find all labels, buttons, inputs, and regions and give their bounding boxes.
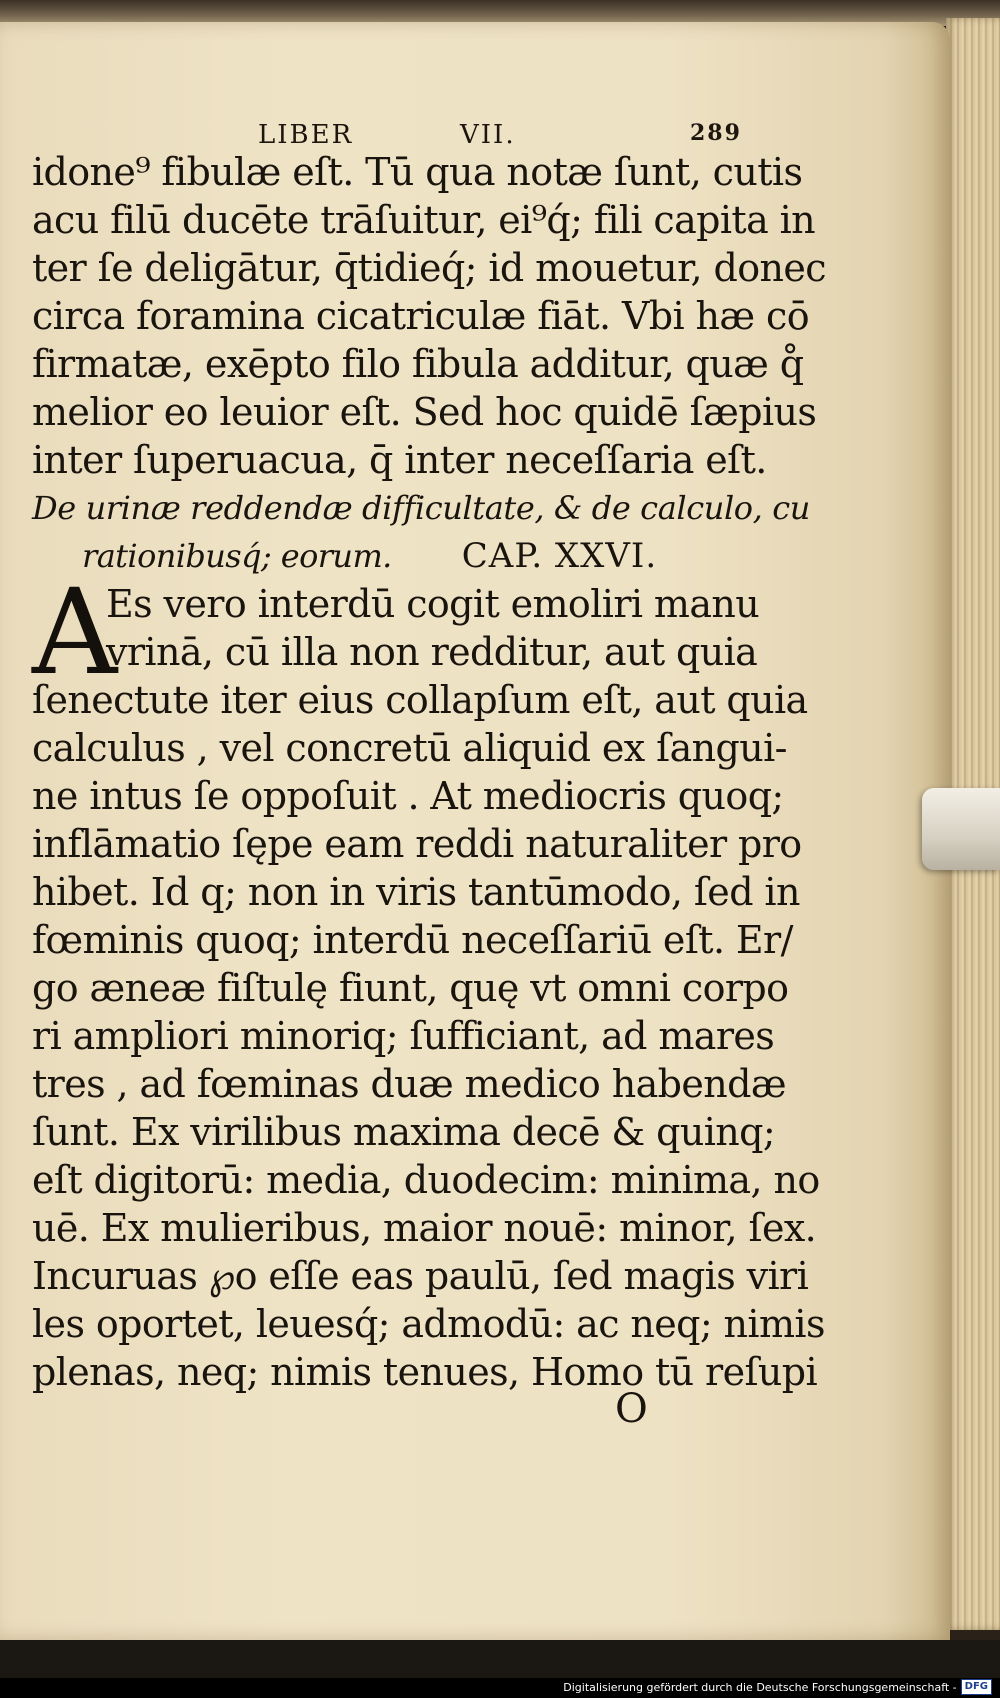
text-line: firmatæ, exēpto filo fibula additur, quæ q̊ — [32, 342, 804, 386]
text-line: eſt digitorū: media, duodecim: minima, no — [32, 1158, 820, 1202]
text-line: ri ampliori minoriq; ſufficiant, ad mares — [32, 1014, 775, 1058]
book-number: VII. — [460, 120, 516, 150]
page-number: 289 — [690, 120, 742, 146]
dfg-logo: DFG — [961, 1679, 992, 1695]
chapter-opening — [32, 563, 767, 701]
text-line: Incuruas ℘o eſſe eas paulū, ſed magis viri — [32, 1254, 809, 1298]
text-line: ter ſe deligātur, q̄tidieq́; id mouetur, donec — [32, 246, 826, 290]
text-line: inflāmatio ſępe eam reddi naturaliter pro — [32, 822, 802, 866]
text-line: ne intus ſe oppoſuit . At mediocris quoq; — [32, 774, 784, 818]
text-line: uē. Ex mulieribus, maior nouē: minor, ſex. — [32, 1206, 817, 1250]
text-line: idone⁹ fibulæ eſt. Tū qua notæ ſunt, cutis — [32, 150, 803, 194]
text-line: hibet. Id q; non in viris tantūmodo, ſed in — [32, 870, 800, 914]
signature-mark: O — [615, 1386, 648, 1432]
text-line: go æneæ fiſtulę fiunt, quę vt omni corpo — [32, 966, 789, 1010]
text-line: ſunt. Ex virilibus maxima decē & quinq; — [32, 1110, 776, 1154]
text-line: Es vero interdū cogit emoliri manu — [106, 582, 760, 626]
text-line: ſenectute iter eius collapſum eſt, aut quia — [32, 678, 808, 722]
chapter-heading-continued — [32, 532, 767, 580]
page-text — [32, 148, 826, 1396]
text-line: plenas, neq; nimis tenues, Homo tū reſupi — [32, 1350, 818, 1394]
text-line: circa foramina cicatriculæ fiāt. Vbi hæ cō — [32, 294, 809, 338]
bookmark-tab — [922, 788, 1000, 870]
text-line: les oportet, leuesq́; admodū: ac neq; nimis — [32, 1302, 825, 1346]
text-line: calculus , vel concretū aliquid ex ſangui- — [32, 726, 787, 770]
text-line: melior eo leuior eſt. Sed hoc quidē ſæpius — [32, 390, 817, 434]
drop-cap: A — [32, 563, 117, 701]
text-line: fœminis quoq; interdū neceſſariū eſt. Er/ — [32, 918, 793, 962]
running-title: LIBER — [258, 120, 354, 150]
chapter-heading: De urinæ reddendæ difficultate, & de calculo, cu — [32, 489, 810, 527]
chapter-number: CAP. XXVI. — [461, 536, 658, 576]
text-line: acu filū ducēte trāſuitur, ei⁹q́; fili capita in — [32, 198, 816, 242]
credit-text: Digitalisierung gefördert durch die Deutsche Forschungsgemeinschaft - — [563, 1680, 957, 1694]
text-line: vrinā, cū illa non redditur, aut quia — [106, 630, 758, 674]
bottom-band — [0, 1640, 1000, 1678]
text-line: inter ſuperuacua, q̄ inter neceſſaria eſt. — [32, 438, 767, 482]
chapter-heading-text: rationibusq́; eorum. — [82, 537, 392, 575]
text-line: tres , ad fœminas duæ medico habendæ — [32, 1062, 786, 1106]
digitization-credit — [563, 1678, 992, 1696]
